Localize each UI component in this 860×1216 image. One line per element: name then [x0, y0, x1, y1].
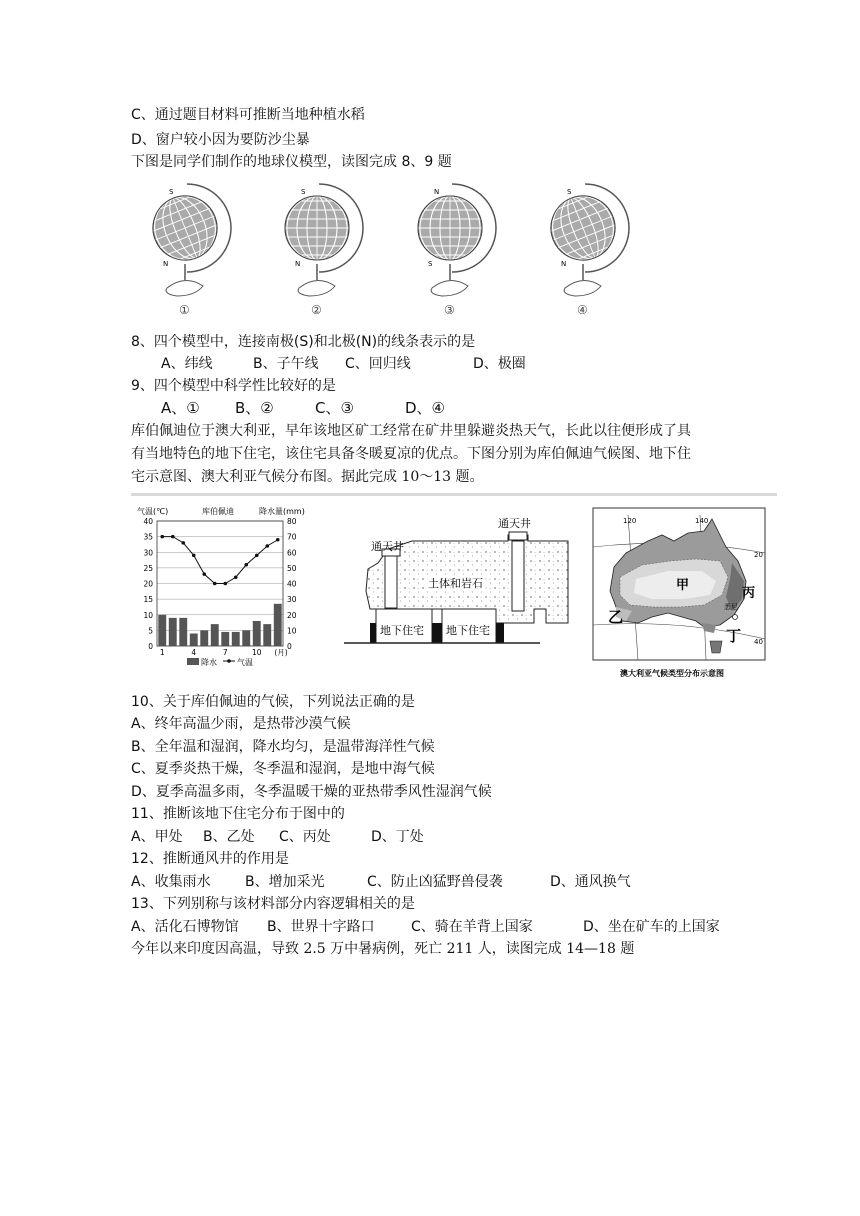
q13-option-d[interactable]: D、坐在矿车的上国家 [583, 919, 720, 935]
temp-point-10 [255, 554, 259, 558]
question-11-options [131, 827, 424, 847]
y-right-tick: 60 [287, 548, 297, 558]
y-right-tick: 50 [287, 563, 297, 573]
option-c-line: C、通过题目材料可推断当地种植水稻 [131, 107, 365, 123]
question-11: 11、推断该地下住宅分布于图中的 [131, 806, 345, 822]
precip-bar-7 [221, 632, 229, 646]
y-left-tick: 25 [143, 563, 153, 573]
question-10: 10、关于库伯佩迪的气候，下列说法正确的是 [131, 694, 415, 710]
globe-4-number: ④ [577, 303, 588, 317]
globe-1-top-pole: S [169, 188, 174, 196]
y-right-tick: 80 [287, 517, 297, 526]
y-left-tick: 35 [143, 532, 153, 542]
temp-point-4 [192, 554, 196, 558]
lat-40-label: 40 [754, 638, 763, 646]
precip-bar-3 [179, 618, 187, 646]
q11-option-c[interactable]: C、丙处 [279, 829, 331, 845]
passage-line-1: 库伯佩迪位于澳大利亚，早年该地区矿工经常在矿井里躲避炎热天气，长此以往便形成了具 [131, 423, 691, 439]
legend-bar-swatch [187, 658, 199, 665]
sydney-label: 悉尼 [724, 603, 738, 611]
globe-model-4 [541, 184, 629, 317]
y-right-tick: 40 [287, 579, 297, 589]
globe-2-top-pole: S [301, 188, 306, 196]
precip-bar-4 [190, 634, 198, 647]
lon-120-label: 120 [623, 517, 637, 525]
lat-20-label: 20 [754, 551, 763, 559]
q12-option-a[interactable]: A、收集雨水 [131, 874, 211, 890]
y-left-tick: 30 [143, 548, 153, 558]
underground-house-diagram [340, 505, 572, 650]
q8-option-a[interactable]: A、纬线 [161, 356, 213, 372]
precip-bar-9 [242, 630, 250, 646]
q11-option-d[interactable]: D、丁处 [371, 829, 424, 845]
climate-y-right-title: 降水量(mm) [259, 507, 305, 516]
question-12-options [131, 872, 631, 892]
y-left-tick: 10 [143, 610, 153, 620]
x-tick: 4 [191, 648, 197, 657]
region-ding-label: 丁 [726, 627, 742, 645]
y-right-tick: 0 [287, 642, 292, 651]
q8-option-b[interactable]: B、子午线 [253, 356, 319, 372]
temp-point-1 [160, 535, 164, 539]
globe-1-bottom-pole: N [163, 260, 169, 268]
globe-2-bottom-pole: N [295, 260, 301, 268]
question-13: 13、下列别称与该材料部分内容逻辑相关的是 [131, 896, 415, 912]
temp-point-11 [265, 544, 269, 548]
question-8: 8、四个模型中，连接南极(S)和北极(N)的线条表示的是 [131, 334, 476, 350]
rock-label: 土体和岩石 [428, 577, 483, 590]
figure-divider [131, 493, 777, 496]
x-tick: 7 [222, 648, 228, 657]
y-left-tick: 40 [143, 517, 153, 526]
temp-point-6 [213, 582, 217, 586]
y-left-tick: 20 [143, 579, 153, 589]
y-left-tick: 0 [148, 642, 153, 651]
q9-option-c[interactable]: C、③ [315, 399, 354, 417]
precip-bar-12 [274, 604, 282, 646]
y-left-tick: 15 [143, 595, 153, 605]
region-bing-label: 丙 [742, 586, 756, 601]
temp-point-5 [202, 572, 206, 576]
precip-bar-10 [253, 621, 261, 646]
passage-line-3: 宅示意图、澳大利亚气候分布图。据此完成 10～13 题。 [131, 469, 484, 485]
q11-option-b[interactable]: B、乙处 [203, 829, 255, 845]
x-tick: 1 [159, 648, 165, 657]
globe-model-3 [418, 184, 496, 317]
climate-y-left-title: 气温(℃) [137, 507, 169, 516]
legend-bar-label: 降水 [201, 658, 217, 667]
precip-bar-2 [169, 618, 177, 646]
q11-option-a[interactable]: A、甲处 [131, 829, 183, 845]
temp-point-7 [223, 582, 227, 586]
question-13-options [131, 917, 720, 937]
globe-4-top-pole: S [567, 188, 572, 196]
temp-point-8 [234, 575, 238, 579]
y-right-tick: 30 [287, 595, 297, 605]
y-left-tick: 5 [148, 626, 153, 636]
globes-figure [130, 180, 630, 320]
temp-point-9 [244, 563, 248, 567]
q9-option-b[interactable]: B、② [235, 399, 274, 417]
globe-4-bottom-pole: N [561, 260, 567, 268]
y-right-tick: 70 [287, 532, 297, 542]
india-heat-intro: 今年以来印度因高温，导致 2.5 万中暑病例，死亡 211 人，读图完成 14—18 题 [131, 941, 635, 957]
globe-intro: 下图是同学们制作的地球仪模型，读图完成 8、9 题 [131, 154, 452, 170]
legend-line-marker [227, 659, 231, 663]
room-label-2: 地下住宅 [446, 624, 490, 637]
shaft-label-left: 通天井 [371, 540, 404, 553]
q10-option-d[interactable]: D、夏季高温多雨，冬季温暖干燥的亚热带季风性湿润气候 [131, 784, 492, 800]
q12-option-c[interactable]: C、防止凶猛野兽侵袭 [367, 874, 503, 890]
q13-option-b[interactable]: B、世界十字路口 [267, 919, 375, 935]
q8-option-c[interactable]: C、回归线 [345, 356, 411, 372]
room-label-1: 地下住宅 [380, 624, 424, 637]
temp-point-2 [171, 535, 175, 539]
q10-option-b[interactable]: B、全年温和湿润，降水均匀，是温带海洋性气候 [131, 739, 435, 755]
q12-option-d[interactable]: D、通风换气 [550, 874, 631, 890]
q10-option-a[interactable]: A、终年高温少雨，是热带沙漠气候 [131, 716, 351, 732]
q8-option-d[interactable]: D、极圈 [473, 356, 526, 372]
precip-bar-8 [232, 632, 240, 646]
q13-option-a[interactable]: A、活化石博物馆 [131, 919, 239, 935]
globe-model-2 [285, 184, 363, 317]
precip-bar-6 [211, 624, 219, 646]
globe-1-number: ① [179, 303, 190, 317]
legend-line-label: 气温 [237, 658, 253, 667]
temp-point-3 [181, 541, 185, 545]
climate-chart [131, 503, 311, 669]
temp-point-12 [276, 538, 280, 542]
q12-option-b[interactable]: B、增加采光 [245, 874, 325, 890]
globe-3-bottom-pole: S [428, 260, 433, 268]
lon-140-label: 140 [695, 517, 709, 525]
globe-2-number: ② [311, 303, 322, 317]
precip-bar-1 [158, 615, 166, 646]
climate-title: 库伯佩迪 [202, 507, 234, 516]
question-8-options [161, 354, 526, 374]
x-tick: 10 [251, 648, 262, 657]
x-unit: (月) [274, 648, 288, 657]
option-d-line: D、窗户较小因为要防沙尘暴 [131, 132, 310, 148]
question-9-options [161, 398, 445, 418]
passage-line-2: 有当地特色的地下住宅，该住宅具备冬暖夏凉的优点。下图分别为库伯佩迪气候图、地下住 [131, 446, 691, 462]
precip-bar-5 [200, 630, 208, 646]
q9-option-a[interactable]: A、① [161, 399, 200, 417]
region-yi-label: 乙 [608, 608, 624, 626]
q10-option-c[interactable]: C、夏季炎热干燥，冬季温和湿润，是地中海气候 [131, 761, 435, 777]
question-9: 9、四个模型中科学性比较好的是 [131, 378, 336, 394]
globe-model-1 [143, 184, 231, 317]
temp-line [162, 537, 278, 584]
y-right-tick: 10 [287, 626, 297, 636]
australia-climate-map [592, 507, 768, 682]
region-jia-label: 甲 [676, 578, 690, 593]
globe-3-number: ③ [444, 303, 455, 317]
y-right-tick: 20 [287, 610, 297, 620]
globe-3-top-pole: N [434, 188, 440, 196]
q9-option-d[interactable]: D、④ [405, 399, 445, 417]
precip-bar-11 [263, 624, 271, 646]
map-caption: 澳大利亚气候类型分布示意图 [620, 669, 724, 678]
shaft-label-right: 通天井 [498, 517, 531, 530]
question-12: 12、推断通风井的作用是 [131, 851, 289, 867]
q13-option-c[interactable]: C、骑在羊背上国家 [411, 919, 533, 935]
